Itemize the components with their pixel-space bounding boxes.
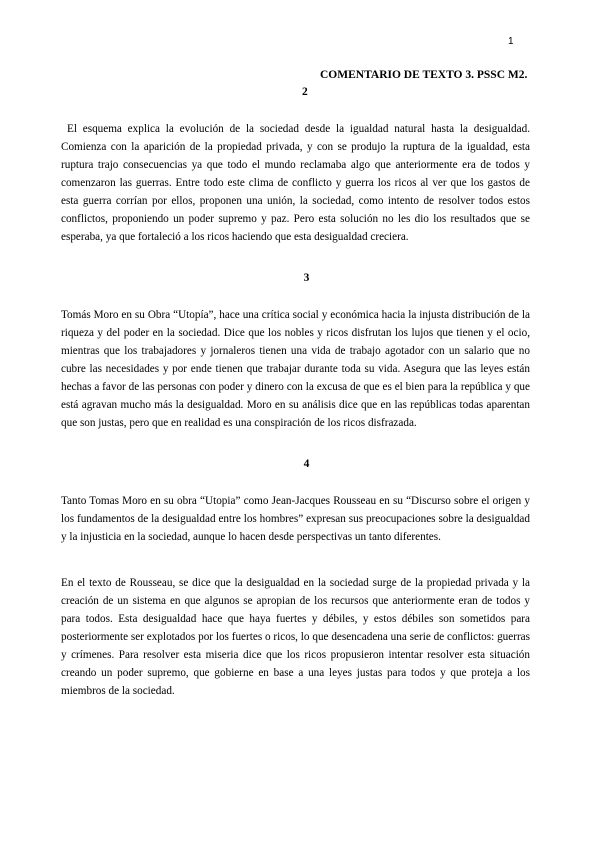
paragraph-section-2: El esquema explica la evolución de la sociedad desde la igualdad natural hasta la desigualdad. Comienza con la aparición de la propiedad privada, y con se produjo la ruptura de la igualdad, esta ruptura trajo consecuencias ya que todo el mundo reclamaba algo que anteriormente era de todos y comenzaron las guerras. Entre todo este clima de conflicto y guerra los ricos al ver que los gastos de esta guerra corrían por ellos, proponen una unión, la sociedad, como intento de resolver todos estos conflictos, proponiendo un poder supremo y paz. Pero esta solución no les dio los resultados que se esperaba, ya que fortaleció a los ricos haciendo que esta desigualdad creciera. [61,123,530,243]
section-number-4: 4 [303,458,310,470]
paragraph-section-4-second: En el texto de Rousseau, se dice que la desigualdad en la sociedad surge de la propiedad privada y la creación de un sistema en que algunos se apropian de los recursos que anteriormente eran de todos y para todos. Esta desigualdad hace que haya fuertes y débiles, y estos débiles son sometidos para posteriormente ser explotados por los fuertes o ricos, lo que desencadena una serie de conflictos: guerras y crímenes. Para resolver esta miseria dice que los ricos propusieron intentar resolver esta situación creando un poder supremo, que gobierne en base a una leyes justas para todos y que proteja a los miembros de la sociedad. [61,577,530,697]
document-title: COMENTARIO DE TEXTO 3. PSSC M2. [320,69,528,81]
section-number-2: 2 [302,86,308,98]
paragraph-section-4-first: Tanto Tomas Moro en su obra “Utopia” como Jean-Jacques Rousseau en su “Discurso sobre el origen y los fundamentos de la desigualdad entre los hombres” expresan sus preocupaciones sobre la desigualdad y la injusticia en la sociedad, aunque lo hacen desde perspectivas un tanto diferentes. [61,495,530,543]
section-number-3: 3 [303,272,310,284]
page-number: 1 [508,36,514,47]
paragraph-section-3: Tomás Moro en su Obra “Utopía”, hace una crítica social y económica hacia la injusta distribución de la riqueza y del poder en la sociedad. Dice que los nobles y ricos disfrutan los lujos que tienen y el ocio, mientras que los trabajadores y jornaleros tienen una vida de trabajo agotador con un salario que no cubre las necesidades y por ende tienen que trabajar durante toda su vida. Asegura que las leyes están hechas a favor de las personas con poder y dinero con la excusa de que es el bien para la república y que está agravan mucho más la desigualdad. Moro en su análisis dice que en las repúblicas todas aparentan que son justas, pero que en realidad es una conspiración de los ricos disfrazada. [61,309,530,429]
